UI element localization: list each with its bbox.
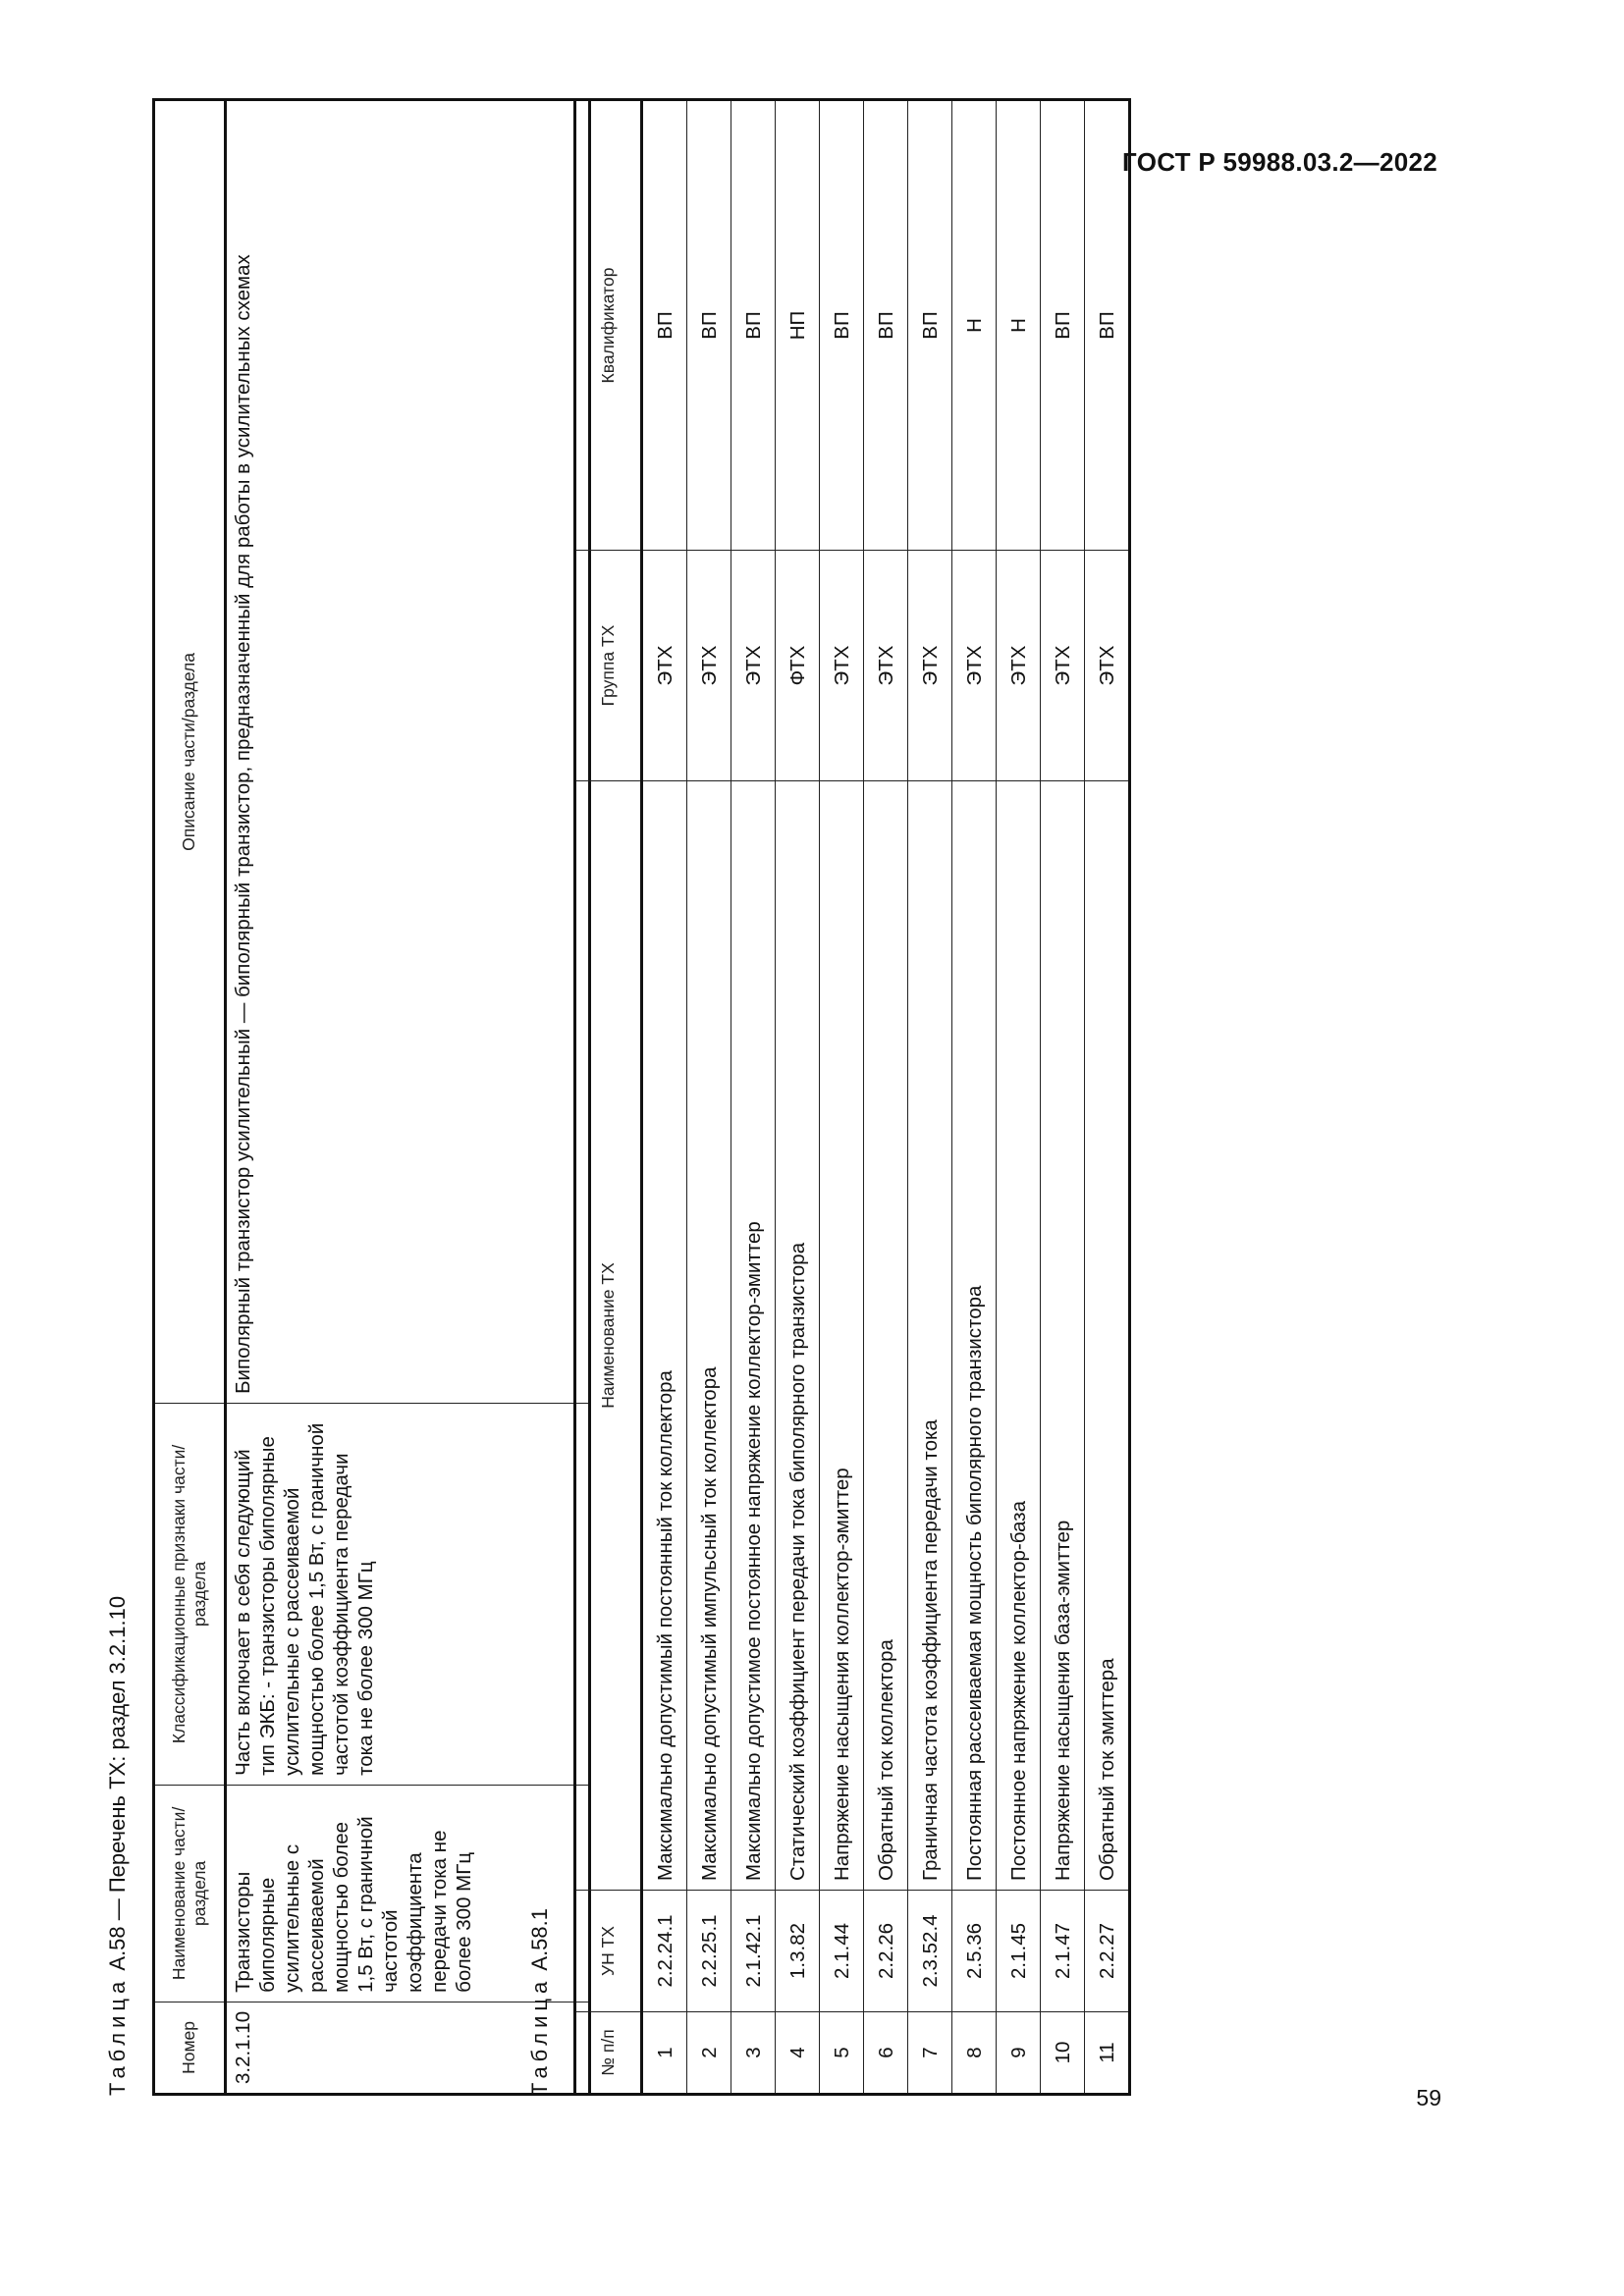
header-group: Группа ТХ xyxy=(575,551,642,781)
row-name: Постоянная рассеиваемая мощность биполярного транзистора xyxy=(952,781,997,1891)
caption-text: А.58.1 xyxy=(527,1908,552,1971)
row-qualifier: ВП xyxy=(864,100,908,551)
cell-description: Биполярный транзистор усилительный — биполярный транзистор, предназначенный для работы в усилительных схемах xyxy=(226,100,590,1404)
row-name: Обратный ток коллектора xyxy=(864,781,908,1891)
row-code: 2.1.45 xyxy=(997,1891,1041,2012)
row-index: 4 xyxy=(776,2012,820,2095)
row-code: 2.1.44 xyxy=(820,1891,864,2012)
header-part-name: Наименование части/ раздела xyxy=(154,1785,226,2002)
row-group: ЭТХ xyxy=(864,551,908,781)
row-code: 2.1.47 xyxy=(1041,1891,1085,2012)
row-group: ЭТХ xyxy=(687,551,731,781)
row-group: ЭТХ xyxy=(642,551,687,781)
header-name: Наименование ТХ xyxy=(575,781,642,1891)
row-name: Граничная частота коэффициента передачи тока xyxy=(908,781,952,1891)
row-index: 11 xyxy=(1085,2012,1130,2095)
header-qualifier: Квалификатор xyxy=(575,100,642,551)
table-row xyxy=(820,100,864,2095)
cell-number: 3.2.1.10 xyxy=(226,2002,590,2094)
row-group: ЭТХ xyxy=(997,551,1041,781)
header-index: № п/п xyxy=(575,2012,642,2095)
row-group: ЭТХ xyxy=(908,551,952,781)
table-row xyxy=(687,100,731,2095)
row-code: 2.2.24.1 xyxy=(642,1891,687,2012)
caption-prefix: Таблица xyxy=(105,1976,130,2096)
table-row xyxy=(776,100,820,2095)
row-code: 1.3.82 xyxy=(776,1891,820,2012)
document-code: ГОСТ Р 59988.03.2—2022 xyxy=(1122,147,1437,177)
row-code: 2.1.42.1 xyxy=(731,1891,776,2012)
row-index: 7 xyxy=(908,2012,952,2095)
row-name: Напряжение насыщения база-эмиттер xyxy=(1041,781,1085,1891)
table-row xyxy=(864,100,908,2095)
table-row xyxy=(997,100,1041,2095)
header-description: Описание части/раздела xyxy=(154,100,226,1404)
row-name: Максимально допустимое постоянное напряжение коллектор-эмиттер xyxy=(731,781,776,1891)
row-code: 2.2.25.1 xyxy=(687,1891,731,2012)
row-qualifier: ВП xyxy=(908,100,952,551)
row-qualifier: ВП xyxy=(642,100,687,551)
row-index: 3 xyxy=(731,2012,776,2095)
row-qualifier: ВП xyxy=(687,100,731,551)
row-group: ЭТХ xyxy=(952,551,997,781)
row-name: Максимально допустимый импульсный ток коллектора xyxy=(687,781,731,1891)
row-group: ЭТХ xyxy=(820,551,864,781)
page-number: 59 xyxy=(1416,2085,1441,2110)
row-index: 9 xyxy=(997,2012,1041,2095)
table-row xyxy=(731,100,776,2095)
row-code: 2.2.26 xyxy=(864,1891,908,2012)
row-index: 8 xyxy=(952,2012,997,2095)
table-row xyxy=(908,100,952,2095)
header-criteria: Классификационные признаки части/ раздела xyxy=(154,1403,226,1785)
row-qualifier: Н xyxy=(997,100,1041,551)
row-qualifier: Н xyxy=(952,100,997,551)
row-qualifier: НП xyxy=(776,100,820,551)
row-name: Статический коэффициент передачи тока биполярного транзистора xyxy=(776,781,820,1891)
header-code: УН ТХ xyxy=(575,1891,642,2012)
table-row xyxy=(642,100,687,2095)
cell-part-name: Транзисторы биполярные усилительные с рассеиваемой мощностью более 1,5 Вт, с граничной частотой коэффициента передачи тока не более 300 МГц xyxy=(226,1785,590,2002)
row-index: 1 xyxy=(642,2012,687,2095)
row-group: ЭТХ xyxy=(1041,551,1085,781)
caption-text: А.58 — Перечень ТХ: раздел 3.2.1.10 xyxy=(105,1595,130,1971)
table-a58-caption xyxy=(105,1596,131,2096)
table-row xyxy=(1085,100,1130,2095)
table-row xyxy=(1041,100,1085,2095)
rotated-content xyxy=(105,74,1156,2096)
row-index: 5 xyxy=(820,2012,864,2095)
table-a58 xyxy=(152,98,591,2096)
row-qualifier: ВП xyxy=(820,100,864,551)
row-name: Максимально допустимый постоянный ток коллектора xyxy=(642,781,687,1891)
row-index: 10 xyxy=(1041,2012,1085,2095)
row-group: ЭТХ xyxy=(1085,551,1130,781)
row-group: ЭТХ xyxy=(731,551,776,781)
row-name: Постоянное напряжение коллектор-база xyxy=(997,781,1041,1891)
row-qualifier: ВП xyxy=(1041,100,1085,551)
row-code: 2.3.52.4 xyxy=(908,1891,952,2012)
row-name: Обратный ток эмиттера xyxy=(1085,781,1130,1891)
row-index: 6 xyxy=(864,2012,908,2095)
header-number: Номер xyxy=(154,2002,226,2094)
row-code: 2.5.36 xyxy=(952,1891,997,2012)
caption-prefix: Таблица xyxy=(527,1976,552,2096)
row-index: 2 xyxy=(687,2012,731,2095)
row-name: Напряжение насыщения коллектор-эмиттер xyxy=(820,781,864,1891)
row-qualifier: ВП xyxy=(1085,100,1130,551)
table-row xyxy=(952,100,997,2095)
row-group: ФТХ xyxy=(776,551,820,781)
row-code: 2.2.27 xyxy=(1085,1891,1130,2012)
row-qualifier: ВП xyxy=(731,100,776,551)
table-a58-1-caption xyxy=(527,1908,553,2096)
cell-criteria: Часть включает в себя следующий тип ЭКБ: - транзисторы биполярные усилительные с рассеиваемой мощностью более 1,5 Вт, с граничной частотой коэффициента передачи тока не более 300 МГц xyxy=(226,1403,590,1785)
table-a58-1 xyxy=(573,98,1131,2096)
